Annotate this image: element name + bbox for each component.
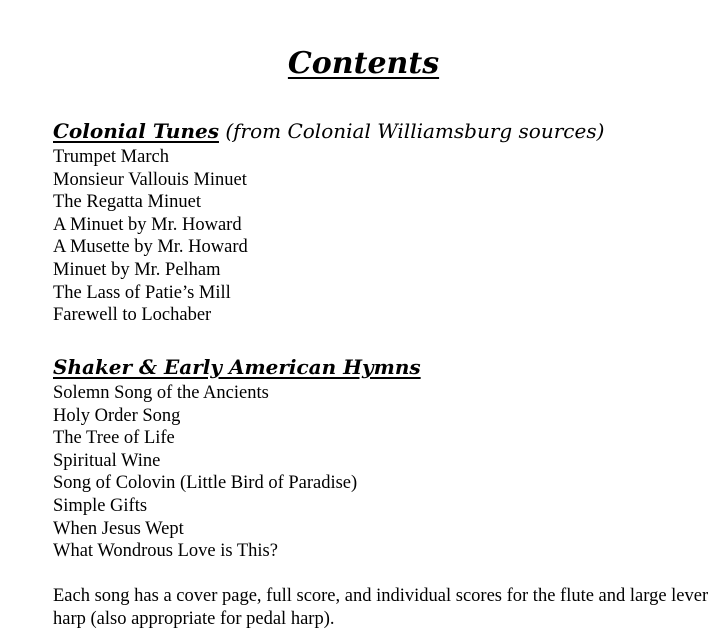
page-title: Contents bbox=[287, 46, 440, 81]
song-item: Song of Colovin (Little Bird of Paradise) bbox=[53, 473, 358, 494]
song-list bbox=[53, 146, 713, 327]
contents-note: Each song has a cover page, full score, and individual scores for the flute and large lever harp (also appropriate for pedal harp). bbox=[53, 586, 709, 629]
song-item: A Minuet by Mr. Howard bbox=[53, 214, 242, 235]
song-item: The Regatta Minuet bbox=[53, 192, 201, 213]
section-heading bbox=[53, 116, 713, 146]
song-item: Spiritual Wine bbox=[53, 450, 161, 471]
section-heading-title: Shaker & Early American Hymns bbox=[53, 355, 421, 379]
section-shaker-hymns bbox=[53, 352, 713, 563]
song-item: Farewell to Lochaber bbox=[53, 305, 212, 326]
song-item: Holy Order Song bbox=[53, 405, 181, 426]
song-list bbox=[53, 382, 713, 563]
section-heading bbox=[53, 352, 713, 382]
song-item: Monsieur Vallouis Minuet bbox=[53, 169, 247, 190]
song-item: Solemn Song of the Ancients bbox=[53, 383, 269, 403]
song-item: A Musette by Mr. Howard bbox=[53, 237, 248, 258]
song-item: Minuet by Mr. Pelham bbox=[53, 259, 221, 280]
section-heading-title: Colonial Tunes bbox=[53, 119, 219, 143]
song-item: The Lass of Patie’s Mill bbox=[53, 282, 231, 303]
section-heading-note: (from Colonial Williamsburg sources) bbox=[218, 119, 605, 143]
section-colonial-tunes bbox=[53, 116, 713, 327]
song-item: The Tree of Life bbox=[53, 428, 175, 449]
song-item: What Wondrous Love is This? bbox=[53, 541, 278, 562]
song-item: Simple Gifts bbox=[53, 495, 148, 516]
song-item: Trumpet March bbox=[53, 147, 169, 167]
song-item: When Jesus Wept bbox=[53, 518, 184, 539]
